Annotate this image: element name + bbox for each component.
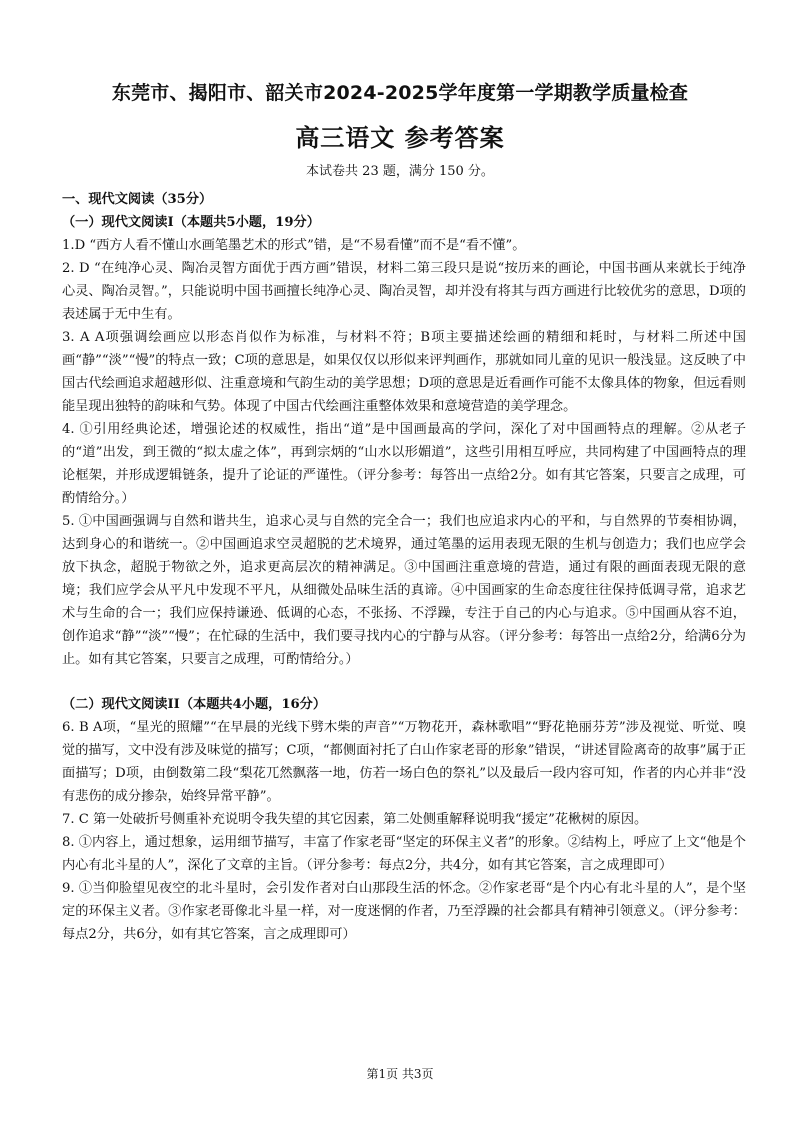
section-heading: 一、现代文阅读（35分） xyxy=(62,192,213,207)
answer-item: 7. C 第一处破折号侧重补充说明令我失望的其它因素，第二处侧重解释说明我“援定”花楸树的原因。 xyxy=(62,812,648,827)
exam-info: 本试卷共 23 题，满分 150 分。 xyxy=(306,164,494,179)
document-subtitle: 高三语文 参考答案 xyxy=(295,124,505,152)
section-spacer xyxy=(62,671,746,693)
answer-item: 4. ①引用经典论述，增强论述的权威性，指出“道”是中国画最高的学问，深化了对中国画特点的理解。②从老子的“道”出发，到王微的“拟太虚之体”，再到宗炳的“山水以形媚道”，这些引用相互呼应，共同构建了中国画特点的理论框架，并形成逻辑链条，提升了论证的严谨性。（评分参考：每答出一点给2分。如有其它答案，只要言之成理，可酌情给分。） xyxy=(62,422,746,506)
answer-item: 9. ①当仰脸望见夜空的北斗星时，会引发作者对白山那段生活的怀念。②作家老哥“是个内心有北斗星的人”，是个坚定的环保主义者。③作家老哥像北斗星一样，对一度迷惘的作者，乃至浮躁的社会都具有精神引领意义。（评分参考：每点2分，共6分，如有其它答案，言之成理即可） xyxy=(62,881,746,942)
answer-item: 8. ①内容上，通过想象，运用细节描写，丰富了作家老哥“坚定的环保主义者”的形象。②结构上，呼应了上文“他是个内心有北斗星的人”，深化了文章的主旨。（评分参考：每点2分，共4分，如有其它答案，言之成理即可） xyxy=(62,835,746,873)
answer-item: 2. D “在纯净心灵、陶冶灵智方面优于西方画”错误，材料二第三段只是说“按历来的画论，中国书画从来就长于纯净心灵、陶冶灵智。”，只能说明中国书画擅长纯净心灵、陶冶灵智，却并没有将其与西方画进行比较优劣的意思，D项的表述属于无中生有。 xyxy=(62,261,746,322)
answer-item: 5. ①中国画强调与自然和谐共生，追求心灵与自然的完全合一；我们也应追求内心的平和，与自然界的节奏相协调，达到身心的和谐统一。②中国画追求空灵超脱的艺术境界，通过笔墨的运用表现无限的生机与创造力；我们也应学会放下执念，超脱于物欲之外，追求更高层次的精神满足。③中国画注重意境的营造，通过有限的画面表现无限的意境；我们应学会从平凡中发现不平凡，从细微处品味生活的真谛。④中国画家的生命态度往往保持低调寻常，追求艺术与生命的合一；我们应保持谦逊、低调的心态，不张扬、不浮躁，专注于自己的内心与追求。⑤中国画从容不迫，创作追求“静”“淡”“慢”；在忙碌的生活中，我们要寻找内心的宁静与从容。（评分参考：每答出一点给2分，给满6分为止。如有其它答案，只要言之成理，可酌情给分。） xyxy=(62,514,746,667)
answer-item: 3. A A项强调绘画应以形态肖似作为标准，与材料不符；B项主要描述绘画的精细和耗时，与材料二所述中国画“静”“淡”“慢”的特点一致；C项的意思是，如果仅仅以形似来评判画作，那就如同儿童的见识一般浅显。这反映了中国古代绘画追求超越形似、注重意境和气韵生动的美学思想；D项的意思是近看画作可能不太像具体的物象，但远看则能呈现出独特的韵味和气势。体现了中国古代绘画注重整体效果和意境营造的美学理念。 xyxy=(62,330,746,414)
answer-item: 1.D “西方人看不懂山水画笔墨艺术的形式”错，是“不易看懂”而不是“看不懂”。 xyxy=(62,238,526,253)
answer-content xyxy=(62,188,746,946)
subsection-heading: （二）现代文阅读II（本题共4小题，16分） xyxy=(62,697,327,712)
document-title: 东莞市、揭阳市、韶关市2024-2025学年度第一学期教学质量检查 xyxy=(111,82,689,104)
page-number: 第1页 共3页 xyxy=(366,1067,434,1081)
answer-item: 6. B A项，“星光的照耀”“在早晨的光线下劈木柴的声音”“万物花开，森林歌唱”“野花艳丽芬芳”涉及视觉、听觉、嗅觉的描写，文中没有涉及味觉的描写；C项，“都侧面衬托了白山作家老哥的形象”错误，“讲述冒险离奇的故事”属于正面描写；D项，由倒数第二段“梨花兀然飘落一地，仿若一场白色的祭礼”以及最后一段内容可知，作者的内心并非“没有悲伤的成分掺杂，始终异常平静”。 xyxy=(62,720,746,804)
subsection-heading: （一）现代文阅读Ⅰ（本题共5小题，19分） xyxy=(62,215,320,230)
